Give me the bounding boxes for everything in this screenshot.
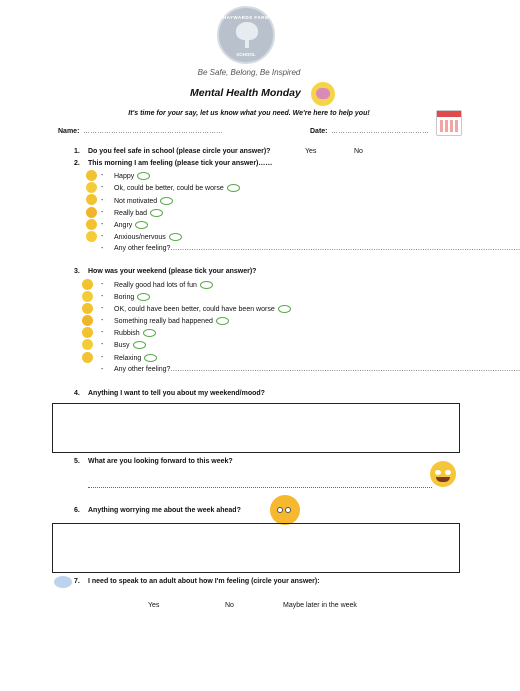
tick-box[interactable] — [137, 293, 150, 301]
q2-option[interactable] — [114, 233, 182, 241]
q7-number: 7. — [74, 578, 80, 585]
tick-box[interactable] — [169, 233, 182, 241]
q3-option[interactable] — [114, 329, 156, 337]
q2-option[interactable] — [114, 221, 148, 229]
name-field[interactable]: …………………………………………………… — [83, 128, 223, 135]
name-label: Name: — [58, 128, 80, 135]
tick-box[interactable] — [200, 281, 213, 289]
q6-text: Anything worrying me about the week ahead? — [88, 507, 241, 514]
dash: - — [101, 209, 104, 216]
q7-answer-maybe[interactable]: Maybe later in the week — [283, 602, 357, 609]
tick-box[interactable] — [278, 305, 291, 313]
speech-bubble-icon — [54, 576, 72, 588]
dash: - — [101, 366, 104, 373]
q1-number: 1. — [74, 148, 80, 155]
q1-text: Do you feel safe in school (please circle your answer)? — [88, 148, 271, 155]
q2-option[interactable] — [114, 197, 173, 205]
emoji-icon — [82, 315, 93, 326]
emoji-icon — [86, 207, 97, 218]
q3-option-label: Really good had lots of fun — [114, 281, 197, 289]
worried-emoji-icon — [270, 495, 300, 525]
emoji-icon — [86, 170, 97, 181]
emoji-icon — [82, 339, 93, 350]
q3-number: 3. — [74, 268, 80, 275]
tick-box[interactable] — [144, 354, 157, 362]
tick-box[interactable] — [135, 221, 148, 229]
q5-number: 5. — [74, 458, 80, 465]
q2-number: 2. — [74, 160, 80, 167]
q1-answer-yes[interactable]: Yes — [305, 148, 317, 155]
dash: - — [101, 354, 104, 361]
dash: - — [101, 184, 104, 191]
dash: - — [101, 281, 104, 288]
brain-icon — [311, 82, 335, 106]
q2-other-feeling[interactable]: Any other feeling?…………………………………………………………………………………………………………………………………… — [114, 245, 520, 252]
q5-text: What are you looking forward to this week? — [88, 458, 233, 465]
date-label: Date: — [310, 128, 328, 135]
q3-option[interactable] — [114, 281, 213, 289]
q3-option[interactable] — [114, 293, 150, 301]
emoji-icon — [82, 279, 93, 290]
q5-answer-line[interactable] — [88, 487, 432, 488]
q2-option-label: Not motivated — [114, 197, 158, 205]
tick-box[interactable] — [137, 172, 150, 180]
tick-box[interactable] — [143, 329, 156, 337]
page-title: Mental Health Monday — [190, 87, 301, 99]
emoji-eye — [277, 507, 283, 513]
date-field[interactable]: …………………………………… — [331, 128, 429, 135]
q2-option[interactable] — [114, 172, 150, 180]
logo-top-text: HAYWARDS FARM — [222, 15, 270, 20]
dash: - — [101, 341, 104, 348]
q7-answer-no[interactable]: No — [225, 602, 234, 609]
q3-option[interactable] — [114, 317, 229, 325]
logo-bottom-text: SCHOOL — [236, 52, 256, 57]
q2-option-label: Really bad — [114, 209, 148, 217]
q2-option-label: Anxious/nervous — [114, 233, 166, 241]
q2-text: This morning I am feeling (please tick your answer)…… — [88, 160, 273, 167]
tick-box[interactable] — [133, 341, 146, 349]
emoji-icon — [86, 182, 97, 193]
emoji-icon — [86, 231, 97, 242]
calendar-icon — [436, 110, 462, 136]
star-struck-emoji-icon — [430, 461, 456, 487]
emoji-icon — [82, 303, 93, 314]
school-motto: Be Safe, Belong, Be Inspired — [197, 68, 301, 77]
q3-option-label: Busy — [114, 341, 130, 349]
q7-text: I need to speak to an adult about how I'm feeling (circle your answer): — [88, 578, 320, 585]
dash: - — [101, 233, 104, 240]
q3-option-label: Rubbish — [114, 329, 140, 337]
q4-number: 4. — [74, 390, 80, 397]
q2-option-label: Angry — [114, 221, 133, 229]
dash: - — [101, 221, 104, 228]
q3-option[interactable] — [114, 341, 146, 349]
emoji-eye — [285, 507, 291, 513]
tick-box[interactable] — [150, 209, 163, 217]
emoji-mouth — [436, 477, 450, 482]
q4-text: Anything I want to tell you about my weekend/mood? — [88, 390, 265, 397]
q2-option-label: Ok, could be better, could be worse — [114, 184, 224, 192]
emoji-icon — [82, 352, 93, 363]
q2-option-label: Happy — [114, 172, 135, 180]
q3-option-label: Relaxing — [114, 354, 142, 362]
emoji-eye — [435, 470, 441, 475]
emoji-icon — [86, 194, 97, 205]
dash: - — [101, 293, 104, 300]
tick-box[interactable] — [160, 197, 173, 205]
q3-option-label: Something really bad happened — [114, 317, 213, 325]
dash: - — [101, 329, 104, 336]
emoji-icon — [82, 291, 93, 302]
dash: - — [101, 172, 104, 179]
q2-option[interactable] — [114, 209, 163, 217]
emoji-icon — [82, 327, 93, 338]
dash: - — [101, 317, 104, 324]
intro-text: It's time for your say, let us know what you need. We're here to help you! — [128, 110, 370, 117]
q3-option[interactable] — [114, 354, 157, 362]
dash: - — [101, 245, 104, 252]
emoji-icon — [86, 219, 97, 230]
q6-answer-box[interactable] — [52, 523, 460, 573]
q4-answer-box[interactable] — [52, 403, 460, 453]
q2-option[interactable] — [114, 184, 240, 192]
q3-option[interactable] — [114, 305, 291, 313]
dash: - — [101, 197, 104, 204]
tree-trunk-icon — [245, 38, 249, 48]
q7-answer-yes[interactable]: Yes — [148, 602, 160, 609]
q6-number: 6. — [74, 507, 80, 514]
q3-other-feeling[interactable]: Any other feeling?…………………………………………………………………………………………………………………………………… — [114, 366, 520, 373]
q3-text: How was your weekend (please tick your answer)? — [88, 268, 257, 275]
tick-box[interactable] — [216, 317, 229, 325]
school-logo — [217, 6, 275, 64]
q3-option-label: OK, could have been better, could have been worse — [114, 305, 275, 313]
emoji-eye — [445, 470, 451, 475]
q1-answer-no[interactable]: No — [354, 148, 363, 155]
dash: - — [101, 305, 104, 312]
q3-option-label: Boring — [114, 293, 135, 301]
tick-box[interactable] — [227, 184, 240, 192]
